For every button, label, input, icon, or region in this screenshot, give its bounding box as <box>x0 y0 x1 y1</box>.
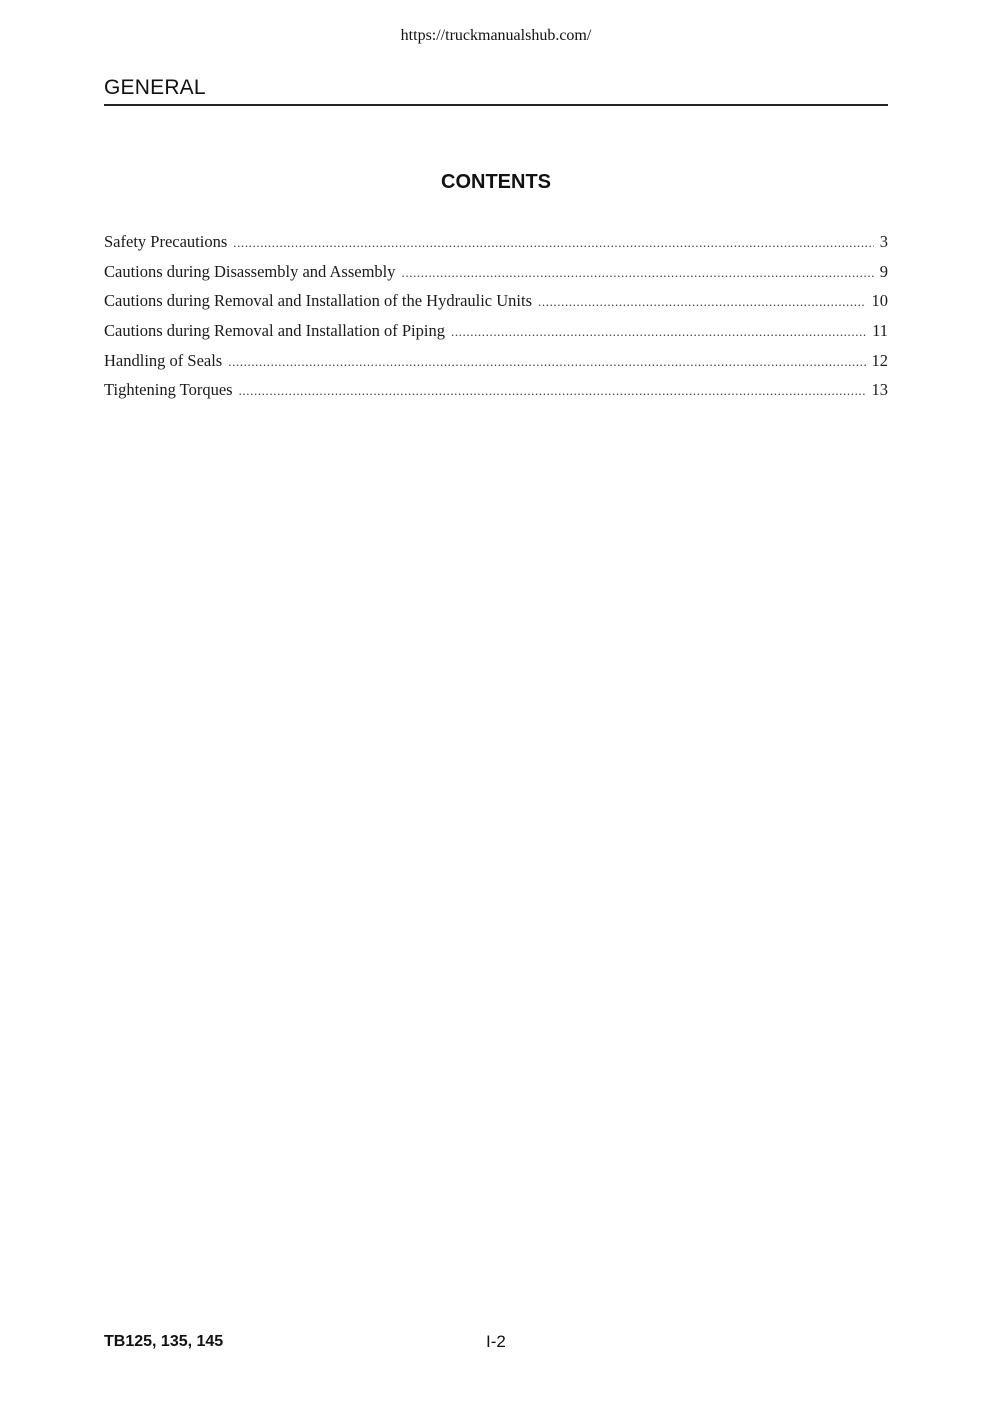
toc-entry-label: Cautions during Removal and Installation of Piping <box>104 321 445 341</box>
toc-entry-safety-precautions[interactable] <box>104 232 888 262</box>
contents-title: CONTENTS <box>441 171 551 193</box>
toc-entry-hydraulic-units[interactable] <box>104 291 888 321</box>
toc-entry-label: Cautions during Removal and Installation of the Hydraulic Units <box>104 291 533 311</box>
toc-entry-tightening-torques[interactable] <box>104 380 888 410</box>
footer-model: TB125, 135, 145 <box>104 1333 224 1350</box>
footer-page-number: I-2 <box>486 1332 506 1351</box>
toc-entry-page: 12 <box>871 350 888 370</box>
toc-entry-label: Tightening Torques <box>104 380 233 400</box>
toc-entry-page: 9 <box>879 261 888 281</box>
dot-leader <box>538 294 865 310</box>
toc-entry-disassembly-assembly[interactable] <box>104 262 888 292</box>
dot-leader <box>239 383 866 399</box>
section-title: GENERAL <box>104 76 206 99</box>
dot-leader <box>228 354 865 370</box>
toc-entry-page: 10 <box>871 291 888 311</box>
source-url: https://truckmanualshub.com/ <box>400 27 592 44</box>
toc-entry-page: 3 <box>879 232 888 251</box>
table-of-contents <box>104 232 888 410</box>
dot-leader <box>402 265 874 281</box>
toc-entry-page: 11 <box>872 321 888 341</box>
toc-entry-label: Handling of Seals <box>104 350 223 370</box>
dot-leader <box>233 235 873 251</box>
toc-entry-label: Cautions during Disassembly and Assembly <box>104 261 396 281</box>
section-header <box>104 76 888 106</box>
dot-leader <box>451 324 866 340</box>
toc-entry-piping[interactable] <box>104 321 888 351</box>
toc-entry-handling-of-seals[interactable] <box>104 351 888 381</box>
toc-entry-page: 13 <box>871 380 888 400</box>
toc-entry-label: Safety Precautions <box>104 232 228 251</box>
